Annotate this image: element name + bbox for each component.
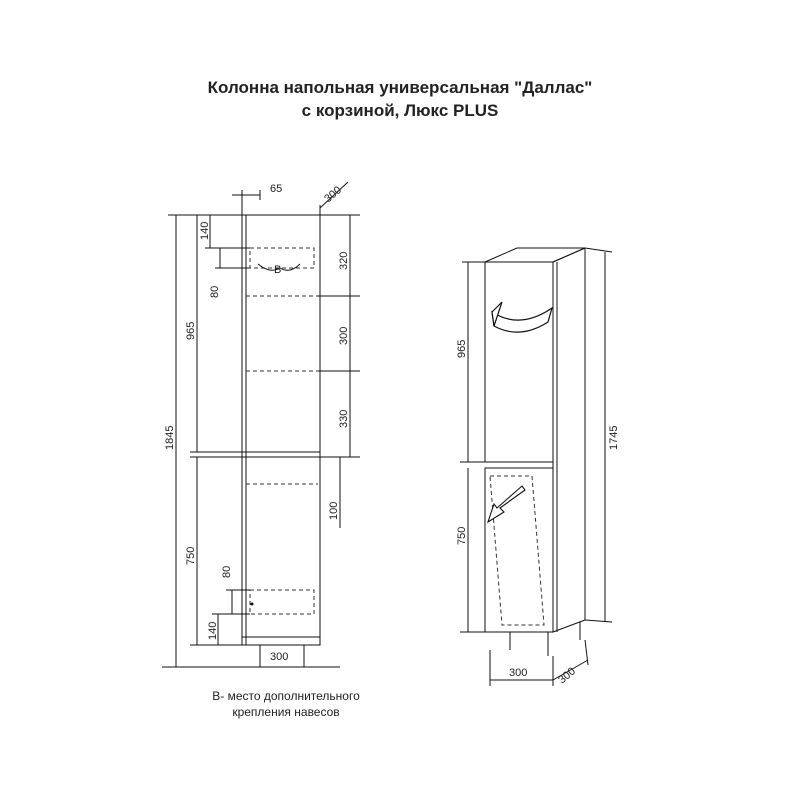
iso-side-panel	[553, 248, 585, 632]
iso-dim-1745-label: 1745	[608, 425, 620, 450]
iso-dim-750-label: 750	[456, 526, 468, 545]
dim-140-top-label: 140	[199, 221, 211, 240]
dim-top-width-label: 65	[270, 183, 283, 195]
dim-300-mid-label: 300	[338, 326, 350, 345]
title-line-1: Колонна напольная универсальная "Даллас"	[207, 78, 593, 97]
dim-320-label: 320	[338, 251, 350, 270]
front-view	[162, 182, 360, 667]
legend-note	[186, 688, 386, 720]
iso-basket-outline	[490, 476, 544, 625]
note-line-2: крепления навесов	[232, 705, 340, 719]
dim-base-width-label: 300	[270, 651, 289, 663]
iso-upper-door	[485, 262, 553, 462]
iso-dim-width-label: 300	[509, 667, 528, 679]
note-line-1: В- место дополнительного	[212, 689, 360, 703]
iso-dim-1745-ext2	[585, 620, 612, 622]
dim-100-label: 100	[328, 501, 340, 520]
dim-330-label: 330	[338, 409, 350, 428]
dim-depth-top-label: 300	[322, 184, 344, 206]
dim-1845-label: 1845	[164, 425, 176, 450]
lower-basket-handle	[251, 603, 254, 606]
lower-basket	[250, 590, 314, 614]
iso-dim-965-label: 965	[456, 339, 468, 358]
dim-80-bot-label: 80	[221, 565, 233, 578]
iso-view	[456, 248, 620, 686]
iso-dim-depth-label: 300	[556, 665, 578, 687]
dim-965-label: 965	[185, 321, 197, 340]
marker-b: B	[274, 264, 282, 276]
dim-750-label: 750	[185, 546, 197, 565]
title-line-2: с корзиной, Люкс PLUS	[301, 101, 499, 120]
cabinet-body-outline	[242, 215, 320, 645]
lower-door-arrow-icon	[488, 486, 525, 522]
upper-door-arrow-icon	[492, 308, 552, 332]
dim-80-top-label: 80	[209, 285, 221, 298]
dim-140-bot-label: 140	[207, 621, 219, 640]
iso-dim-1745-ext1	[585, 248, 612, 252]
